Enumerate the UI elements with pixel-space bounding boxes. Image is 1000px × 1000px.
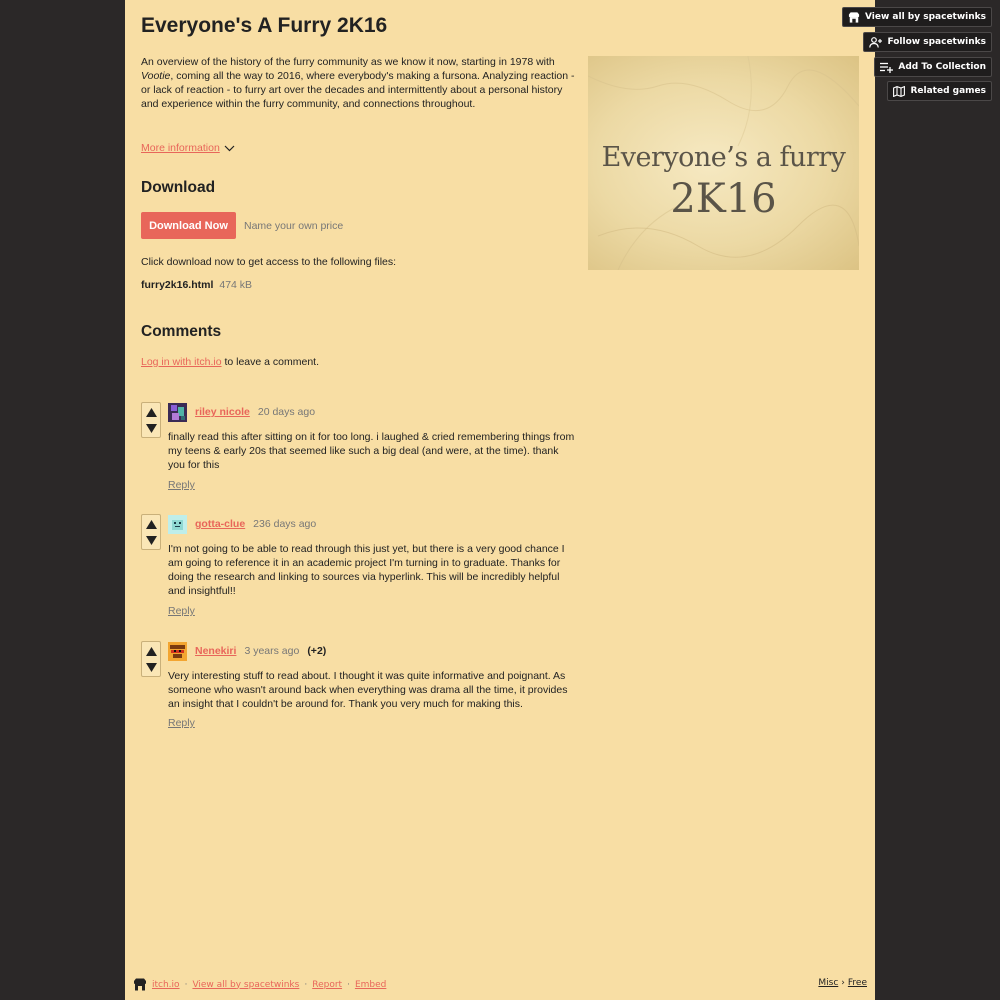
file-size: 474 kB <box>219 279 253 291</box>
description-text-start: An overview of the history of the furry community as we know it now, starting in 1978 with <box>141 56 555 68</box>
comment-author[interactable]: gotta-clue <box>195 518 246 530</box>
add-to-collection-label: Add To Collection <box>898 62 986 72</box>
itchio-logo-icon <box>848 12 860 23</box>
reply-link[interactable]: Reply <box>168 605 195 617</box>
login-suffix: to leave a comment. <box>221 356 320 368</box>
breadcrumb-free[interactable]: Free <box>847 978 867 988</box>
footer-links <box>133 978 386 991</box>
comment-meta <box>195 518 316 530</box>
footer-embed-link[interactable]: Embed <box>354 979 387 990</box>
user-plus-icon <box>869 37 882 48</box>
download-heading: Download <box>141 179 216 196</box>
upvote-button[interactable] <box>144 405 158 419</box>
triangle-up-icon <box>146 520 157 529</box>
footer-view-all-link[interactable]: View all by spacetwinks <box>192 979 300 990</box>
downvote-button[interactable] <box>144 533 158 547</box>
playlist-add-icon <box>880 62 893 73</box>
breadcrumb-separator: › <box>841 978 845 988</box>
comment-time: 3 years ago <box>244 645 300 657</box>
price-note: Name your own price <box>244 220 344 232</box>
related-games-label: Related games <box>910 86 986 96</box>
login-prompt <box>141 356 319 368</box>
file-row <box>141 279 252 291</box>
cover-image <box>588 56 859 270</box>
footer-itchio-link[interactable]: itch.io <box>152 979 180 990</box>
chevron-down-icon <box>224 145 235 152</box>
upvote-button[interactable] <box>144 644 158 658</box>
footer-report-link[interactable]: Report <box>312 979 343 990</box>
triangle-down-icon <box>146 536 157 545</box>
footer-breadcrumb <box>818 978 867 988</box>
reply-link[interactable]: Reply <box>168 717 195 729</box>
comment-meta <box>195 406 315 418</box>
cover-title: Everyone’s a furry <box>601 142 846 173</box>
footer-separator: · <box>347 979 350 990</box>
breadcrumb-misc[interactable]: Misc <box>818 978 839 988</box>
comment-meta <box>195 645 326 657</box>
vote-box <box>141 514 161 550</box>
comment-time: 236 days ago <box>253 518 317 530</box>
footer-separator: · <box>304 979 308 990</box>
footer-separator: · <box>184 979 188 990</box>
comment-item <box>141 641 577 736</box>
page-footer <box>133 978 867 994</box>
comment-author[interactable]: Nenekiri <box>195 645 237 657</box>
add-to-collection-button[interactable] <box>874 57 992 77</box>
itchio-logo-icon[interactable] <box>133 978 147 991</box>
description-text-end: , coming all the way to 2016, where everybody's making a fursona. Analyzing reaction - or lack of reaction - to furry art over the decades and intermittently about a personal history and experience within the furry community, and connections throughout. <box>141 70 575 110</box>
upvote-button[interactable] <box>144 517 158 531</box>
downvote-button[interactable] <box>144 421 158 435</box>
more-information-toggle[interactable] <box>141 142 235 154</box>
comment-time: 20 days ago <box>257 406 316 418</box>
description-emphasis: Vootie <box>141 70 171 82</box>
comment-body: finally read this after sitting on it for too long. i laughed & cried remembering things from my teens & early 20s that seemed like such a big deal (and were, at the time). thank you for this <box>168 431 575 471</box>
reply-link[interactable]: Reply <box>168 479 195 491</box>
comment-item <box>141 402 577 497</box>
view-all-label: View all by spacetwinks <box>864 12 986 22</box>
more-information-label: More information <box>141 142 220 154</box>
login-link[interactable]: Log in with itch.io <box>141 356 222 368</box>
comment-author[interactable]: riley nicole <box>195 406 250 418</box>
triangle-down-icon <box>146 424 157 433</box>
related-games-button[interactable] <box>887 81 992 101</box>
map-icon <box>893 86 905 97</box>
comment-body: Very interesting stuff to read about. I thought it was quite informative and poignant. As someone who wasn't around back when everything was drama all the time, it provides an insight that I couldn't be around for. Thank you very much for making this. <box>168 670 568 710</box>
download-now-button[interactable]: Download Now <box>141 212 236 239</box>
files-note: Click download now to get access to the following files: <box>141 256 397 268</box>
follow-label: Follow spacetwinks <box>887 37 986 47</box>
avatar[interactable] <box>168 515 187 534</box>
triangle-down-icon <box>146 663 157 672</box>
page-title: Everyone's A Furry 2K16 <box>141 14 388 37</box>
view-all-by-author-button[interactable] <box>842 7 992 27</box>
cover-subtitle: 2K16 <box>670 176 777 222</box>
comment-score: (+2) <box>307 645 327 657</box>
avatar[interactable] <box>168 642 187 661</box>
vote-box <box>141 402 161 438</box>
comment-body: I'm not going to be able to read through this just yet, but there is a very good chance I am going to reference it in an academic project I'm turning in to graduate. Thanks for doing the research and linking to sources via hyperlink. This will be incredibly helpful and insightful!! <box>168 543 565 597</box>
triangle-up-icon <box>146 647 157 656</box>
vote-box <box>141 641 161 677</box>
avatar[interactable] <box>168 403 187 422</box>
comments-heading: Comments <box>141 323 222 340</box>
file-name: furry2k16.html <box>141 279 214 291</box>
downvote-button[interactable] <box>144 660 158 674</box>
triangle-up-icon <box>146 408 157 417</box>
follow-button[interactable] <box>863 32 992 52</box>
comment-item <box>141 514 577 624</box>
game-page <box>125 0 875 1000</box>
game-description <box>141 55 577 111</box>
